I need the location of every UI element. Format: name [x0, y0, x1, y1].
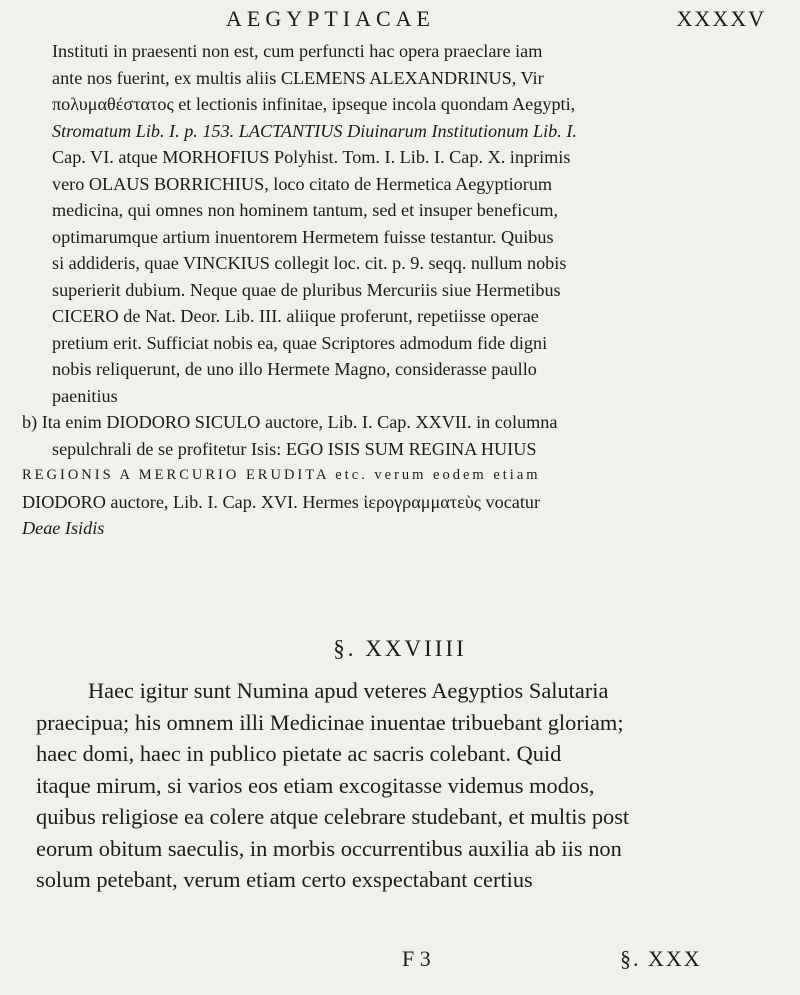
- body-line: quibus religiose ea colere atque celebrare studebant, et multis post: [36, 804, 630, 829]
- footnote-line: pretium erit. Sufficiat nobis ea, quae Scriptores admodum fide digni: [52, 332, 548, 353]
- page-header: [0, 6, 800, 34]
- body-line: itaque mirum, si varios eos etiam excogitasse videmus modos,: [36, 772, 595, 798]
- body-paragraph: [36, 675, 776, 896]
- page-number: XXXXV: [676, 6, 766, 31]
- body-line: Haec igitur sunt Numina apud veteres Aegyptios Salutaria: [88, 678, 609, 703]
- footnote-line: si addideris, quae VINCKIUS collegit loc. cit. p. 9. seqq. nullum nobis: [52, 253, 567, 273]
- body-line: eorum obitum saeculis, in morbis occurrentibus auxilia ab iis non: [36, 835, 622, 861]
- body-line: praecipua; his omnem illi Medicinae inuentae tribuebant gloriam;: [36, 709, 624, 735]
- footnote-line: CICERO de Nat. Deor. Lib. III. aliique proferunt, repetiisse operae: [52, 306, 539, 326]
- footnote-line: ante nos fuerint, ex multis aliis CLEMENS ALEXANDRINUS, Vir: [52, 67, 544, 88]
- footnote-line: medicina, qui omnes non hominem tantum, sed et insuper beneficum,: [52, 200, 559, 220]
- footnote-line: paenitius: [52, 385, 118, 406]
- signature-mark: F 3: [402, 946, 431, 971]
- footnote-b-line: b) Ita enim DIODORO SICULO auctore, Lib. I. Cap. XXVII. in columna: [22, 412, 558, 432]
- footnote-b-line: Deae Isidis: [22, 518, 105, 538]
- footnote-b-line: sepulchrali de se profitetur Isis: EGO ISIS SUM REGINA HUIUS: [52, 438, 537, 459]
- footnote-line: optimarumque artium inuentorem Hermetem fuisse testantur. Quibus: [52, 226, 554, 247]
- footnotes: [22, 38, 764, 542]
- running-title: AEGYPTIACAE: [226, 6, 435, 31]
- footnote-b-line: REGIONIS A MERCURIO ERUDITA etc. verum eodem etiam: [22, 467, 541, 483]
- footnote-line: vero OLAUS BORRICHIUS, loco citato de Hermetica Aegyptiorum: [52, 173, 553, 194]
- footnote-line: nobis reliquerunt, de uno illo Hermete Magno, considerasse paullo: [52, 359, 537, 379]
- footnote-line: πολυμαθέστατος et lectionis infinitae, ipseque incola quondam Aegypti,: [52, 94, 576, 114]
- footnote-line: Instituti in praesenti non est, cum perfuncti hac opera praeclare iam: [52, 41, 543, 61]
- footnote-line: Stromatum Lib. I. p. 153. LACTANTIUS Diuinarum Institutionum Lib. I.: [52, 120, 577, 141]
- body-line: haec domi, haec in publico pietate ac sacris colebant. Quid: [36, 741, 562, 766]
- section-heading: §. XXVIIII: [333, 636, 467, 661]
- footnote-line: superierit dubium. Neque quae de pluribus Mercuriis siue Hermetibus: [52, 279, 561, 300]
- footnote-line: Cap. VI. atque MORHOFIUS Polyhist. Tom. I. Lib. I. Cap. X. inprimis: [52, 147, 571, 167]
- body-line: solum petebant, verum etiam certo exspectabant certius: [36, 867, 533, 892]
- footnote-b-line: DIODORO auctore, Lib. I. Cap. XVI. Hermes ἱερογραμματεὺς vocatur: [22, 491, 541, 512]
- catchword: §. XXX: [620, 946, 702, 971]
